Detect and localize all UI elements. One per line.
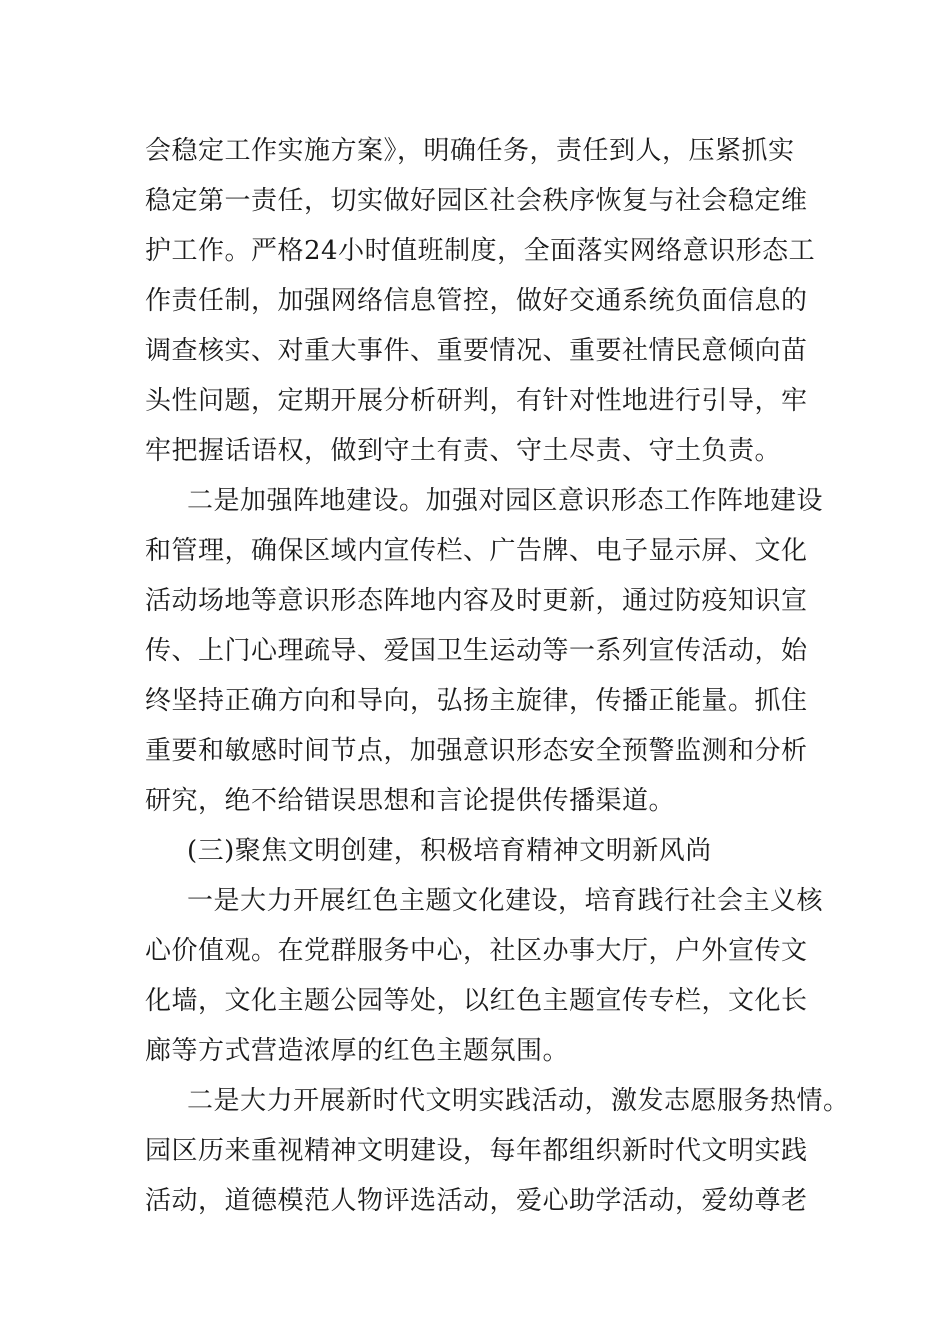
paragraph-line: 终坚持正确方向和导向，弘扬主旋律，传播正能量。抓住	[145, 686, 808, 716]
paragraph-line: 和管理，确保区域内宣传栏、广告牌、电子显示屏、文化	[145, 536, 808, 566]
paragraph-first-line: 二是加强阵地建设。加强对园区意识形态工作阵地建设	[187, 486, 824, 516]
paragraph-line: 会稳定工作实施方案》，明确任务，责任到人，压紧抓实	[145, 136, 795, 166]
paragraph-line: 化墙，文化主题公园等处，以红色主题宣传专栏，文化长	[145, 986, 808, 1016]
paragraph-line: 重要和敏感时间节点，加强意识形态安全预警监测和分析	[145, 736, 808, 766]
paragraph-line: 研究，绝不给错误思想和言论提供传播渠道。	[145, 786, 676, 816]
paragraph-first-line: 一是大力开展红色主题文化建设，培育践行社会主义核	[187, 886, 824, 916]
paragraph-first-line: 二是大力开展新时代文明实践活动，激发志愿服务热情。	[187, 1086, 850, 1116]
paragraph-line: 传、上门心理疏导、爱国卫生运动等一系列宣传活动，始	[145, 636, 808, 666]
paragraph-line: 活动场地等意识形态阵地内容及时更新，通过防疫知识宣	[145, 586, 808, 616]
paragraph-line: 廊等方式营造浓厚的红色主题氛围。	[145, 1036, 570, 1066]
paragraph-line: 心价值观。在党群服务中心，社区办事大厅，户外宣传文	[145, 936, 808, 966]
paragraph-line: 活动，道德模范人物评选活动，爱心助学活动，爱幼尊老	[145, 1186, 808, 1216]
paragraph-line: 牢把握话语权，做到守土有责、守土尽责、守土负责。	[145, 436, 782, 466]
paragraph-line: 调查核实、对重大事件、重要情况、重要社情民意倾向苗	[145, 336, 808, 366]
paragraph-line: 头性问题，定期开展分析研判，有针对性地进行引导，牢	[145, 386, 808, 416]
paragraph-line: 护工作。严格24小时值班制度，全面落实网络意识形态工	[145, 236, 816, 266]
paragraph-line: 作责任制，加强网络信息管控，做好交通系统负面信息的	[145, 286, 808, 316]
paragraph-line: 稳定第一责任，切实做好园区社会秩序恢复与社会稳定维	[145, 186, 808, 216]
section-heading: (三)聚焦文明创建，积极培育精神文明新风尚	[187, 836, 712, 866]
document-body	[145, 126, 850, 1226]
paragraph-line: 园区历来重视精神文明建设，每年都组织新时代文明实践	[145, 1136, 808, 1166]
